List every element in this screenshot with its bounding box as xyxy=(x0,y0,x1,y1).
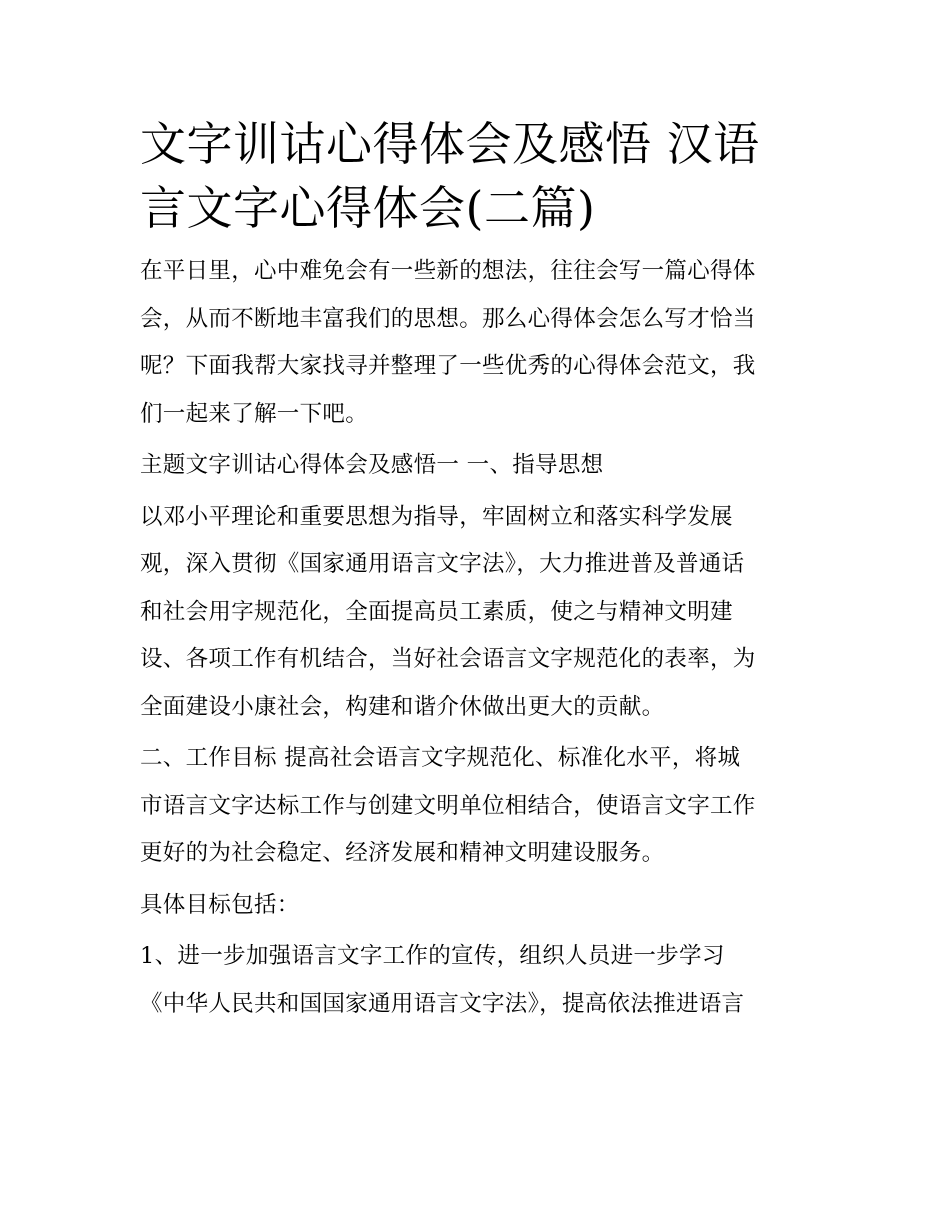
paragraph-guiding-thought: 以邓小平理论和重要思想为指导，牢固树立和落实科学发展 观，深入贯彻《国家通用语言文字法》，大力推进普及普通话 和社会用字规范化，全面提高员工素质，使之与精神文明建 设、各项工作有机结合，当好社会语言文字规范化的表率，为 全面建设小康社会，构建和谐介休做出更大的贡献。 xyxy=(140,503,756,720)
document-body xyxy=(140,248,816,1028)
paragraph-work-goal: 二、工作目标 提高社会语言文字规范化、标准化水平，将城 市语言文字达标工作与创建文明单位相结合，使语言文字工作 更好的为社会稳定、经济发展和精神文明建设服务。 xyxy=(140,745,756,866)
paragraph-goal-item-1: 1、进一步加强语言文字工作的宣传，组织人员进一步学习 《中华人民共和国国家通用语言文字法》，提高依法推进语言 xyxy=(140,943,745,1017)
paragraph-section-heading: 主题文字训诂心得体会及感悟一 一、指导思想 xyxy=(140,452,604,478)
paragraph-specific-goals-label: 具体目标包括： xyxy=(140,891,300,918)
document-page xyxy=(140,112,816,1032)
document-title: 文字训诂心得体会及感悟 汉语 言文字心得体会(二篇) xyxy=(140,117,760,235)
paragraph-intro: 在平日里，心中难免会有一些新的想法，往往会写一篇心得体 会，从而不断地丰富我们的思想。那么心得体会怎么写才恰当 呢？下面我帮大家找寻并整理了一些优秀的心得体会范文，我 们一起来了解一下吧。 xyxy=(140,258,756,427)
